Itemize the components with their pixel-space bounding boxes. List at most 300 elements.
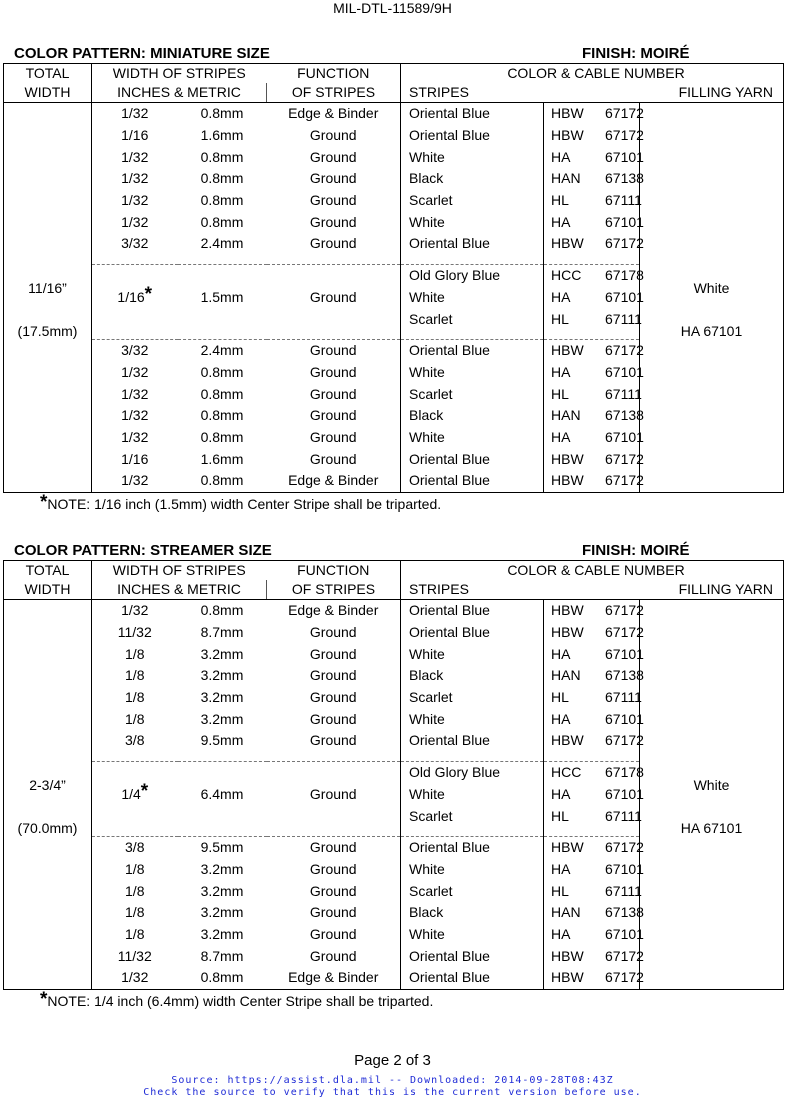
stripe-color: Scarlet <box>401 308 544 330</box>
spacer-cell <box>544 752 640 762</box>
cable-number: 67101 <box>605 710 644 727</box>
filling-yarn-cell <box>640 103 784 493</box>
stripe-width-mm: 3.2mm <box>200 689 244 706</box>
cable-number: 67101 <box>605 860 644 877</box>
spacer-cell <box>267 255 401 265</box>
spacer-cell <box>267 330 401 340</box>
header-width-of-stripes: WIDTH OF STRIPES <box>112 65 246 81</box>
cable-number-cell <box>544 383 640 405</box>
filling-yarn-color: White <box>693 280 730 297</box>
header-color-cable: COLOR & CABLE NUMBER <box>401 64 784 84</box>
miniature-section-title: COLOR PATTERN: MINIATURE SIZE <box>14 45 270 62</box>
header-stripes: STRIPES <box>401 83 640 103</box>
stripe-function: Ground <box>309 428 357 445</box>
header-filling-yarn: FILLING YARN <box>640 580 784 600</box>
cable-code: HL <box>551 310 569 327</box>
stripe-width-inches: 1/32 <box>121 385 149 402</box>
cable-code: HA <box>551 363 571 380</box>
center-inch-value: 1/4 <box>121 785 141 802</box>
cable-number: 67172 <box>605 969 644 986</box>
cable-number: 67172 <box>605 235 644 252</box>
spacer-cell <box>178 255 267 265</box>
cable-number: 67101 <box>605 148 644 165</box>
stripe-function: Ground <box>309 667 357 684</box>
cable-code: HBW <box>551 947 584 964</box>
spacer-cell <box>178 330 267 340</box>
stripe-width-mm: 0.8mm <box>200 472 244 489</box>
cable-number: 67172 <box>605 947 644 964</box>
stripe-color: Scarlet <box>401 687 544 709</box>
cable-code: HAN <box>551 904 581 921</box>
stripe-width-inches: 1/32 <box>121 428 149 445</box>
stripe-width-inches: 1/32 <box>121 969 149 986</box>
stripe-width-inches: 1/32 <box>121 148 149 165</box>
spacer-cell <box>92 827 178 837</box>
cable-number-cell <box>544 708 644 730</box>
cable-number-cell <box>544 125 644 147</box>
stripe-color: Oriental Blue <box>401 339 544 361</box>
header-row <box>4 83 784 103</box>
stripe-function: Ground <box>309 710 357 727</box>
filling-yarn-color: White <box>693 777 730 794</box>
stripe-function: Edge & Binder <box>288 472 379 489</box>
spacer-cell <box>401 752 544 762</box>
cable-code: HL <box>551 385 569 402</box>
header-row <box>4 580 784 600</box>
total-width-cell <box>4 600 92 990</box>
total-width-cell <box>4 103 92 493</box>
stripe-width-mm: 0.8mm <box>200 602 244 619</box>
stripe-color: Oriental Blue <box>401 448 544 470</box>
stripe-color: Oriental Blue <box>401 600 544 622</box>
cable-code: HCC <box>551 764 582 781</box>
miniature-finish-label: FINISH: MOIRÉ <box>582 45 690 62</box>
cable-number: 67101 <box>605 785 644 802</box>
cable-number: 67172 <box>605 839 644 856</box>
cable-number: 67138 <box>605 407 644 424</box>
stripe-function: Ground <box>309 839 357 856</box>
cable-number: 67111 <box>605 310 642 327</box>
stripe-width-inches: 3/32 <box>121 342 149 359</box>
cable-number: 67172 <box>605 732 644 749</box>
cable-number: 67111 <box>605 882 642 899</box>
filling-yarn-code: HA 67101 <box>680 820 743 837</box>
stripe-color: Oriental Blue <box>401 836 544 858</box>
header-width: WIDTH <box>4 83 92 103</box>
stripe-row <box>4 600 784 622</box>
stripe-width-inches: 1/16 <box>121 127 149 144</box>
stripe-function: Ground <box>309 904 357 921</box>
stripe-function: Ground <box>309 213 357 230</box>
stripe-function: Ground <box>309 385 357 402</box>
stripe-width-inches: 1/8 <box>125 710 145 727</box>
document-header: MIL-DTL-11589/9H <box>333 0 452 16</box>
header-of-stripes: OF STRIPES <box>267 580 401 600</box>
stripe-width-mm: 3.2mm <box>200 904 244 921</box>
stripe-width-mm: 3.2mm <box>200 667 244 684</box>
cable-number-cell <box>544 643 644 665</box>
total-width-mm: (17.5mm) <box>17 323 78 340</box>
center-stripe-function: Ground <box>309 785 357 802</box>
stripe-width-mm: 2.4mm <box>200 235 244 252</box>
header-row <box>4 64 784 84</box>
stripe-width-inches: 11/32 <box>117 947 152 964</box>
cable-number: 67172 <box>605 624 644 641</box>
stripe-color: White <box>401 708 544 730</box>
stripe-function: Edge & Binder <box>288 602 379 619</box>
cable-number: 67111 <box>605 689 642 706</box>
stripe-width-inches: 1/32 <box>121 472 149 489</box>
cable-code: HBW <box>551 342 584 359</box>
cable-number-cell <box>544 967 644 989</box>
cable-number: 67101 <box>605 925 644 942</box>
stripe-color: White <box>401 859 544 881</box>
stripe-width-mm: 0.8mm <box>200 105 244 122</box>
stripe-function: Ground <box>309 450 357 467</box>
filling-yarn-code: HA 67101 <box>680 323 743 340</box>
stripe-color: Oriental Blue <box>401 967 544 989</box>
cable-code: HAN <box>551 407 581 424</box>
cable-number-cell <box>544 427 644 449</box>
cable-code: HBW <box>551 235 584 252</box>
cable-number-cell <box>544 859 644 881</box>
cable-number-cell <box>544 622 644 644</box>
stripe-width-inches: 1/32 <box>121 407 149 424</box>
header-inches-metric: INCHES & METRIC <box>92 83 267 103</box>
spacer-cell <box>401 827 544 837</box>
stripe-function: Ground <box>309 407 357 424</box>
cable-number-cell <box>544 233 644 255</box>
stripe-function: Ground <box>309 170 357 187</box>
spacer-cell <box>92 255 178 265</box>
cable-number-cell <box>544 600 644 622</box>
stripe-color: Scarlet <box>401 383 544 405</box>
stripe-function: Ground <box>309 148 357 165</box>
stripe-width-inches: 1/32 <box>121 363 149 380</box>
stripe-width-mm: 0.8mm <box>200 192 244 209</box>
stripe-color: Oriental Blue <box>401 622 544 644</box>
total-width-inches: 11/16” <box>28 280 67 297</box>
cable-number: 67138 <box>605 904 644 921</box>
header-total: TOTAL <box>4 561 92 581</box>
cable-code: HA <box>551 710 571 727</box>
header-width-of-stripes: WIDTH OF STRIPES <box>112 562 246 578</box>
stripe-width-mm: 0.8mm <box>200 385 244 402</box>
source-line: Source: https://assist.dla.mil -- Downloaded: 2014-09-28T08:43Z <box>171 1075 614 1086</box>
cable-number: 67172 <box>605 472 644 489</box>
stripe-width-mm: 1.6mm <box>200 127 244 144</box>
cable-number: 67172 <box>605 105 644 122</box>
spacer-cell <box>401 330 544 340</box>
stripe-width-mm: 0.8mm <box>200 363 244 380</box>
stripe-function: Ground <box>309 860 357 877</box>
cable-code: HA <box>551 148 571 165</box>
cable-number: 67101 <box>605 428 644 445</box>
cable-number-cell <box>544 924 644 946</box>
miniature-pattern-table <box>3 63 784 493</box>
cable-number-cell <box>544 146 644 168</box>
stripe-width-mm: 3.2mm <box>200 860 244 877</box>
stripe-color: Scarlet <box>401 805 544 827</box>
stripe-width-inches: 1/32 <box>121 170 149 187</box>
cable-code: HL <box>551 689 569 706</box>
cable-number: 67101 <box>605 363 644 380</box>
stripe-function: Ground <box>309 192 357 209</box>
cable-number-cell <box>544 836 644 858</box>
cable-number: 67178 <box>605 267 644 284</box>
stripe-width-mm: 9.5mm <box>200 732 244 749</box>
center-asterisk: * <box>140 780 149 802</box>
stripe-function: Edge & Binder <box>288 105 379 122</box>
center-stripe-width-mm: 6.4mm <box>200 785 244 802</box>
stripe-width-inches: 1/32 <box>121 105 149 122</box>
cable-code: HBW <box>551 732 584 749</box>
stripe-width-mm: 0.8mm <box>200 428 244 445</box>
cable-code: HA <box>551 213 571 230</box>
cable-number: 67111 <box>605 385 642 402</box>
cable-number: 67178 <box>605 764 644 781</box>
cable-number: 67172 <box>605 450 644 467</box>
cable-number: 67172 <box>605 127 644 144</box>
cable-code: HAN <box>551 170 581 187</box>
cable-code: HBW <box>551 105 584 122</box>
stripe-color: White <box>401 287 544 309</box>
stripe-color: Oriental Blue <box>401 470 544 492</box>
cable-number: 67111 <box>605 807 642 824</box>
spacer-cell <box>178 827 267 837</box>
streamer-finish-label: FINISH: MOIRÉ <box>582 542 690 559</box>
stripe-color: Oriental Blue <box>401 125 544 147</box>
total-width-mm: (70.0mm) <box>17 820 78 837</box>
header-stripes: STRIPES <box>401 580 640 600</box>
streamer-pattern-table <box>3 560 784 990</box>
stripe-width-mm: 3.2mm <box>200 882 244 899</box>
stripe-width-mm: 0.8mm <box>200 407 244 424</box>
cable-code: HBW <box>551 602 584 619</box>
cable-number-cell <box>544 805 640 827</box>
cable-number-cell <box>544 945 644 967</box>
stripe-width-mm: 3.2mm <box>200 925 244 942</box>
cable-code: HBW <box>551 969 584 986</box>
center-inch-value: 1/16 <box>117 288 145 305</box>
stripe-color: White <box>401 146 544 168</box>
stripe-color: Old Glory Blue <box>401 264 544 286</box>
stripe-color: Black <box>401 405 544 427</box>
stripe-width-inches: 1/8 <box>125 667 145 684</box>
stripe-function: Ground <box>309 882 357 899</box>
stripe-width-inches: 1/8 <box>125 882 145 899</box>
spacer-cell <box>178 752 267 762</box>
spacer-cell <box>401 255 544 265</box>
stripe-function: Ground <box>309 925 357 942</box>
cable-number-cell <box>544 308 640 330</box>
stripe-function: Ground <box>309 127 357 144</box>
cable-number: 67101 <box>605 645 644 662</box>
stripe-color: Old Glory Blue <box>401 761 544 783</box>
cable-code: HBW <box>551 472 584 489</box>
stripe-color: White <box>401 211 544 233</box>
stripe-width-inches: 1/32 <box>121 213 149 230</box>
stripe-color: Black <box>401 665 544 687</box>
stripe-color: Oriental Blue <box>401 945 544 967</box>
cable-number-cell <box>544 730 644 752</box>
cable-number: 67138 <box>605 667 644 684</box>
stripe-width-mm: 3.2mm <box>200 645 244 662</box>
header-inches-metric: INCHES & METRIC <box>92 580 267 600</box>
cable-code: HA <box>551 785 571 802</box>
cable-number-cell <box>544 168 644 190</box>
filling-yarn-cell <box>640 600 784 990</box>
stripe-width-mm: 0.8mm <box>200 170 244 187</box>
stripe-function: Ground <box>309 363 357 380</box>
center-stripe-width-inches <box>92 761 178 827</box>
cable-number-cell <box>544 405 644 427</box>
cable-number: 67138 <box>605 170 644 187</box>
stripe-width-inches: 3/32 <box>121 235 149 252</box>
stripe-width-mm: 1.6mm <box>200 450 244 467</box>
stripe-color: Oriental Blue <box>401 730 544 752</box>
stripe-function: Ground <box>309 235 357 252</box>
cable-number-cell <box>544 687 640 709</box>
stripe-width-inches: 3/8 <box>125 732 145 749</box>
stripe-width-inches: 1/8 <box>125 925 145 942</box>
cable-code: HA <box>551 860 571 877</box>
cable-number-cell <box>544 362 644 384</box>
cable-code: HBW <box>551 450 584 467</box>
cable-number-cell <box>544 211 644 233</box>
stripe-function: Ground <box>309 947 357 964</box>
cable-number-cell <box>544 103 644 125</box>
cable-number-cell <box>544 448 644 470</box>
cable-number-cell <box>544 470 644 492</box>
stripe-color: White <box>401 362 544 384</box>
cable-number: 67101 <box>605 288 644 305</box>
total-width-inches: 2-3/4” <box>29 777 66 794</box>
cable-code: HL <box>551 807 569 824</box>
cable-number-cell <box>544 339 644 361</box>
streamer-note-text: NOTE: 1/4 inch (6.4mm) width Center Stripe shall be triparted. <box>47 993 434 1009</box>
spacer-cell <box>267 752 401 762</box>
stripe-width-mm: 8.7mm <box>200 624 244 641</box>
stripe-function: Ground <box>309 342 357 359</box>
stripe-function: Ground <box>309 689 357 706</box>
header-filling-yarn: FILLING YARN <box>640 83 784 103</box>
header-row <box>4 561 784 581</box>
center-asterisk: * <box>144 283 153 305</box>
note-asterisk: * <box>40 989 48 1010</box>
stripe-function: Ground <box>309 624 357 641</box>
cable-number-cell <box>544 264 644 286</box>
cable-code: HBW <box>551 127 584 144</box>
stripe-width-inches: 3/8 <box>125 839 145 856</box>
streamer-section-title: COLOR PATTERN: STREAMER SIZE <box>14 542 272 559</box>
cable-code: HBW <box>551 624 584 641</box>
spacer-cell <box>92 330 178 340</box>
header-width: WIDTH <box>4 580 92 600</box>
cable-code: HBW <box>551 839 584 856</box>
stripe-color: White <box>401 784 544 806</box>
spacer-cell <box>544 330 640 340</box>
stripe-color: Scarlet <box>401 190 544 212</box>
center-stripe-width-mm: 1.5mm <box>200 288 244 305</box>
streamer-note <box>40 989 434 1010</box>
stripe-color: Black <box>401 168 544 190</box>
spacer-cell <box>92 752 178 762</box>
cable-number: 67172 <box>605 602 644 619</box>
stripe-width-mm: 2.4mm <box>200 342 244 359</box>
cable-number-cell <box>544 761 644 783</box>
stripe-color: White <box>401 924 544 946</box>
cable-number: 67111 <box>605 192 642 209</box>
verify-line: Check the source to verify that this is the current version before use. <box>143 1087 642 1098</box>
cable-number: 67101 <box>605 213 644 230</box>
cable-number-cell <box>544 190 640 212</box>
note-asterisk: * <box>40 492 48 513</box>
cable-code: HA <box>551 428 571 445</box>
header-of-stripes: OF STRIPES <box>267 83 401 103</box>
cable-number-cell <box>544 902 644 924</box>
stripe-color: Scarlet <box>401 880 544 902</box>
stripe-width-inches: 1/8 <box>125 645 145 662</box>
spacer-cell <box>544 255 640 265</box>
stripe-width-mm: 9.5mm <box>200 839 244 856</box>
stripe-color: White <box>401 643 544 665</box>
cable-number-cell <box>544 665 644 687</box>
stripe-function: Ground <box>309 732 357 749</box>
stripe-function: Edge & Binder <box>288 969 379 986</box>
cable-code: HA <box>551 645 571 662</box>
cable-number-cell <box>544 784 644 806</box>
stripe-width-inches: 1/8 <box>125 860 145 877</box>
cable-number-cell <box>544 880 640 902</box>
stripe-width-mm: 0.8mm <box>200 213 244 230</box>
stripe-function: Ground <box>309 645 357 662</box>
header-function: FUNCTION <box>297 562 370 578</box>
spacer-cell <box>267 827 401 837</box>
stripe-color: Black <box>401 902 544 924</box>
cable-code: HL <box>551 192 569 209</box>
stripe-width-inches: 1/8 <box>125 904 145 921</box>
stripe-width-mm: 8.7mm <box>200 947 244 964</box>
cable-number-cell <box>544 287 644 309</box>
page-number: Page 2 of 3 <box>354 1052 431 1069</box>
cable-code: HL <box>551 882 569 899</box>
stripe-color: Oriental Blue <box>401 103 544 125</box>
cable-code: HA <box>551 288 571 305</box>
stripe-width-inches: 1/32 <box>121 192 149 209</box>
miniature-note-text: NOTE: 1/16 inch (1.5mm) width Center Stripe shall be triparted. <box>47 496 442 512</box>
stripe-width-inches: 1/8 <box>125 689 145 706</box>
header-total: TOTAL <box>4 64 92 84</box>
header-function: FUNCTION <box>297 65 370 81</box>
stripe-width-inches: 11/32 <box>117 624 152 641</box>
stripe-width-mm: 0.8mm <box>200 969 244 986</box>
stripe-color: Oriental Blue <box>401 233 544 255</box>
stripe-width-mm: 3.2mm <box>200 710 244 727</box>
stripe-width-inches: 1/16 <box>121 450 149 467</box>
center-stripe-width-inches <box>92 264 178 330</box>
center-stripe-function: Ground <box>309 288 357 305</box>
cable-code: HA <box>551 925 571 942</box>
miniature-note <box>40 492 442 513</box>
stripe-color: White <box>401 427 544 449</box>
stripe-width-mm: 0.8mm <box>200 148 244 165</box>
spacer-cell <box>544 827 640 837</box>
cable-number: 67172 <box>605 342 644 359</box>
stripe-row <box>4 103 784 125</box>
cable-code: HCC <box>551 267 582 284</box>
cable-code: HAN <box>551 667 581 684</box>
